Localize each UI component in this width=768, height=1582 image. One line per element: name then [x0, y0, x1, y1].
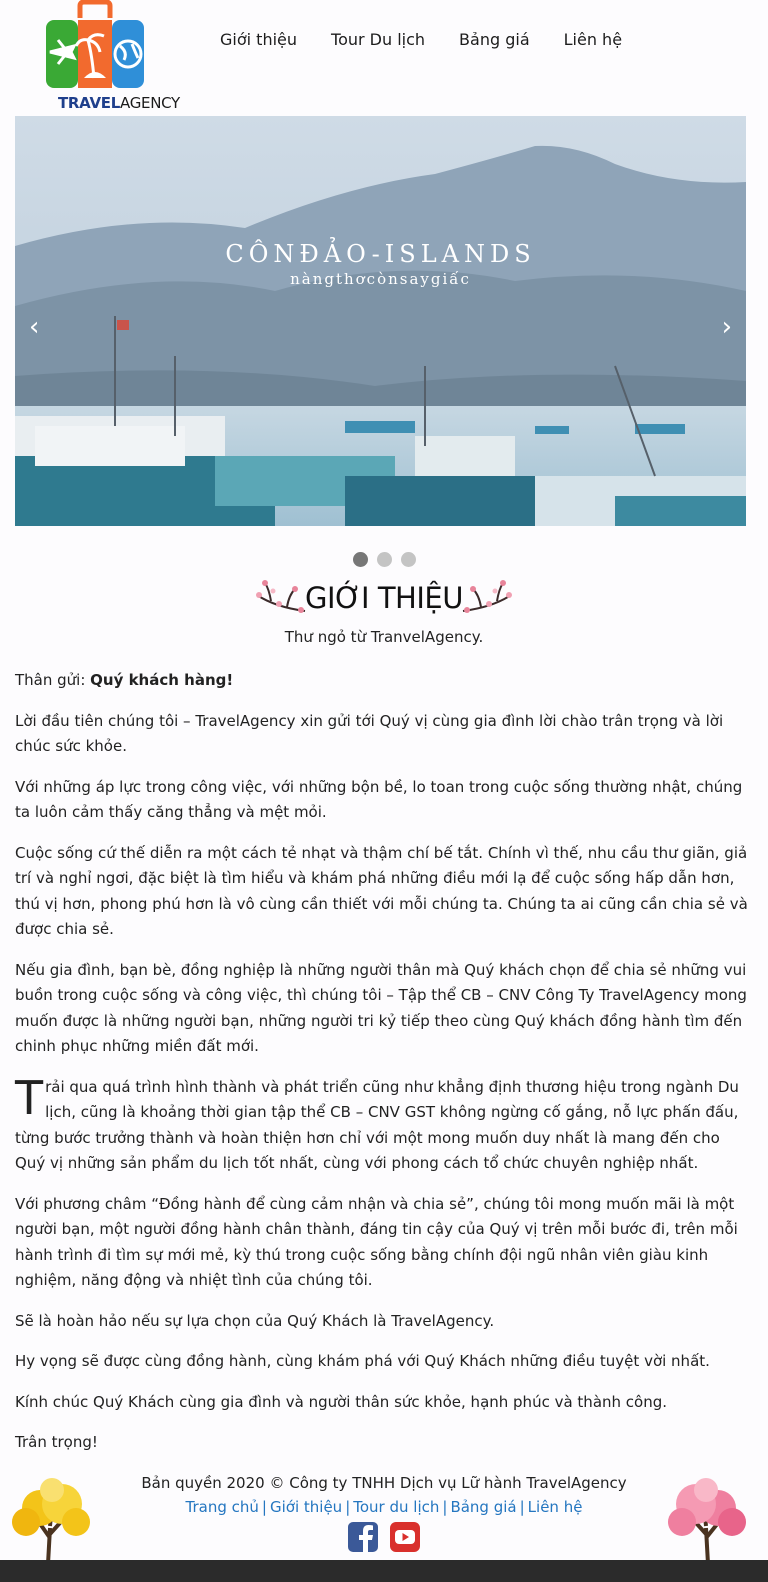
slider-dot-3[interactable] — [401, 552, 416, 567]
slide-subtitle: nàngthơcònsaygiấc — [290, 270, 471, 288]
nav-item-bang-gia[interactable]: Bảng giá — [459, 30, 530, 49]
paragraph: Với những áp lực trong công việc, với những bộn bề, lo toan trong cuộc sống thường nhật, chúng ta luôn cảm thấy căng thẳng và mệt mỏi. — [15, 777, 743, 821]
site-header — [0, 0, 768, 116]
paragraph: Nếu gia đình, bạn bè, đồng nghiệp là những người thân mà Quý khách chọn để chia sẻ những vui buồn trong cuộc sống và công việc, thì chúng tôi – Tập thể CB – CNV Công Ty TravelAgency mong muốn được là những người bạn, những người tri kỷ tiếp theo cùng Quý khách đồng hành tìm đến chinh phục những miền đất mới. — [15, 960, 747, 1055]
suitcase-logo-icon — [28, 0, 162, 94]
bottom-bar — [0, 1560, 768, 1582]
footer-link-trang-chu[interactable]: Trang chủ — [185, 1498, 259, 1516]
slide-image — [15, 116, 746, 526]
section-heading — [0, 574, 768, 622]
intro-letter — [15, 668, 748, 1471]
paragraph: Sẽ là hoàn hảo nếu sự lựa chọn của Quý Khách là TravelAgency. — [15, 1311, 495, 1330]
slider-dot-2[interactable] — [377, 552, 392, 567]
paragraph: Cuộc sống cứ thế diễn ra một cách tẻ nhạt và thậm chí bế tắt. Chính vì thế, nhu cầu thư giãn, giả trí và nghỉ ngơi, đặc biệt là tìm hiểu và khám phá những điều mới lạ để cuộc sống hấp dẫn hơn, thú vị hơn, phong phú hơn là vô cùng cần thiết với mỗi chúng ta. Chúng ta ai cũng cần chia sẻ và được chia sẻ. — [15, 843, 748, 938]
dropcap-letter: T — [15, 1070, 44, 1125]
paragraph-dropcap: Trải qua quá trình hình thành và phát triển cũng như khẳng định thương hiệu trong ngành Du lịch, cũng là khoảng thời gian tập thể CB – CNV GST không ngừng cố gắng, nỗ lực phấn đấu, từng bước trưởng thành và hoàn thiện hơn chỉ với một mong muốn duy nhất là mang đến cho Quý vị những sản phẩm du lịch tốt nhất, cùng với phong cách tổ chức chuyên nghiệp nhất. — [15, 1070, 739, 1172]
facebook-icon[interactable] — [348, 1522, 378, 1552]
pink-tree-icon — [664, 1478, 748, 1564]
nav-item-gioi-thieu[interactable]: Giới thiệu — [220, 30, 298, 49]
paragraph: Hy vọng sẽ được cùng đồng hành, cùng khám phá với Quý Khách những điều tuyệt vời nhất. — [15, 1352, 710, 1370]
hero-slider[interactable] — [15, 116, 746, 526]
slide-title: CÔNĐẢO-ISLANDS — [225, 240, 536, 268]
footer-links: Trang chủ | Giới thiệu | Tour du lịch | Bảng giá | Liên hệ — [185, 1498, 583, 1516]
signoff: Trân trọng! — [15, 1433, 98, 1451]
paragraph: Kính chúc Quý Khách cùng gia đình và người thân sức khỏe, hạnh phúc và thành công. — [15, 1392, 668, 1411]
social-links — [0, 1522, 768, 1552]
slider-prev-button[interactable]: ‹ — [29, 312, 40, 342]
main-nav — [203, 14, 639, 66]
paragraph: Với phương châm “Đồng hành để cùng cảm nhận và chia sẻ”, chúng tôi mong muốn mãi là một người bạn, một người đồng hành chân thành, đáng tin cậy của Quý vị trên mỗi bước đi, trên mỗi hành trình đi tìm sự mới mẻ, kỳ thú trong cuộc sống bằng chính đội ngũ nhân viên giàu kinh nghiệm, năng động và nhiệt tình của chúng tôi. — [15, 1194, 738, 1289]
youtube-icon[interactable] — [390, 1522, 420, 1552]
cherry-blossom-icon — [255, 577, 309, 619]
footer-link-gioi-thieu[interactable]: Giới thiệu — [269, 1498, 343, 1516]
nav-item-tour-du-lich[interactable]: Tour Du lịch — [331, 30, 426, 49]
footer-link-lien-he[interactable]: Liên hệ — [527, 1498, 583, 1516]
footer-link-tour-du-lich[interactable]: Tour du lịch — [353, 1498, 440, 1516]
section-subtitle: Thư ngỏ từ TranvelAgency. — [284, 628, 484, 646]
slider-next-button[interactable]: › — [721, 312, 732, 342]
logo[interactable] — [28, 0, 180, 116]
paragraph: Lời đầu tiên chúng tôi – TravelAgency xin gửi tới Quý vị cùng gia đình lời chào trân trọng và lời chúc sức khỏe. — [15, 711, 724, 755]
cherry-blossom-icon — [459, 577, 513, 619]
logo-text: TRAVELAGENCY — [58, 94, 180, 112]
slider-dot-1[interactable] — [353, 552, 368, 567]
copyright: Bản quyền 2020 © Công ty TNHH Dịch vụ Lữ hành TravelAgency — [141, 1474, 627, 1492]
nav-item-lien-he[interactable]: Liên hệ — [563, 30, 623, 49]
greeting: Thân gửi: Quý khách hàng! — [15, 671, 234, 689]
footer-link-bang-gia[interactable]: Bảng giá — [450, 1498, 517, 1516]
page-title: GIỚI THIỆU — [305, 581, 463, 615]
slider-dots — [0, 552, 768, 567]
